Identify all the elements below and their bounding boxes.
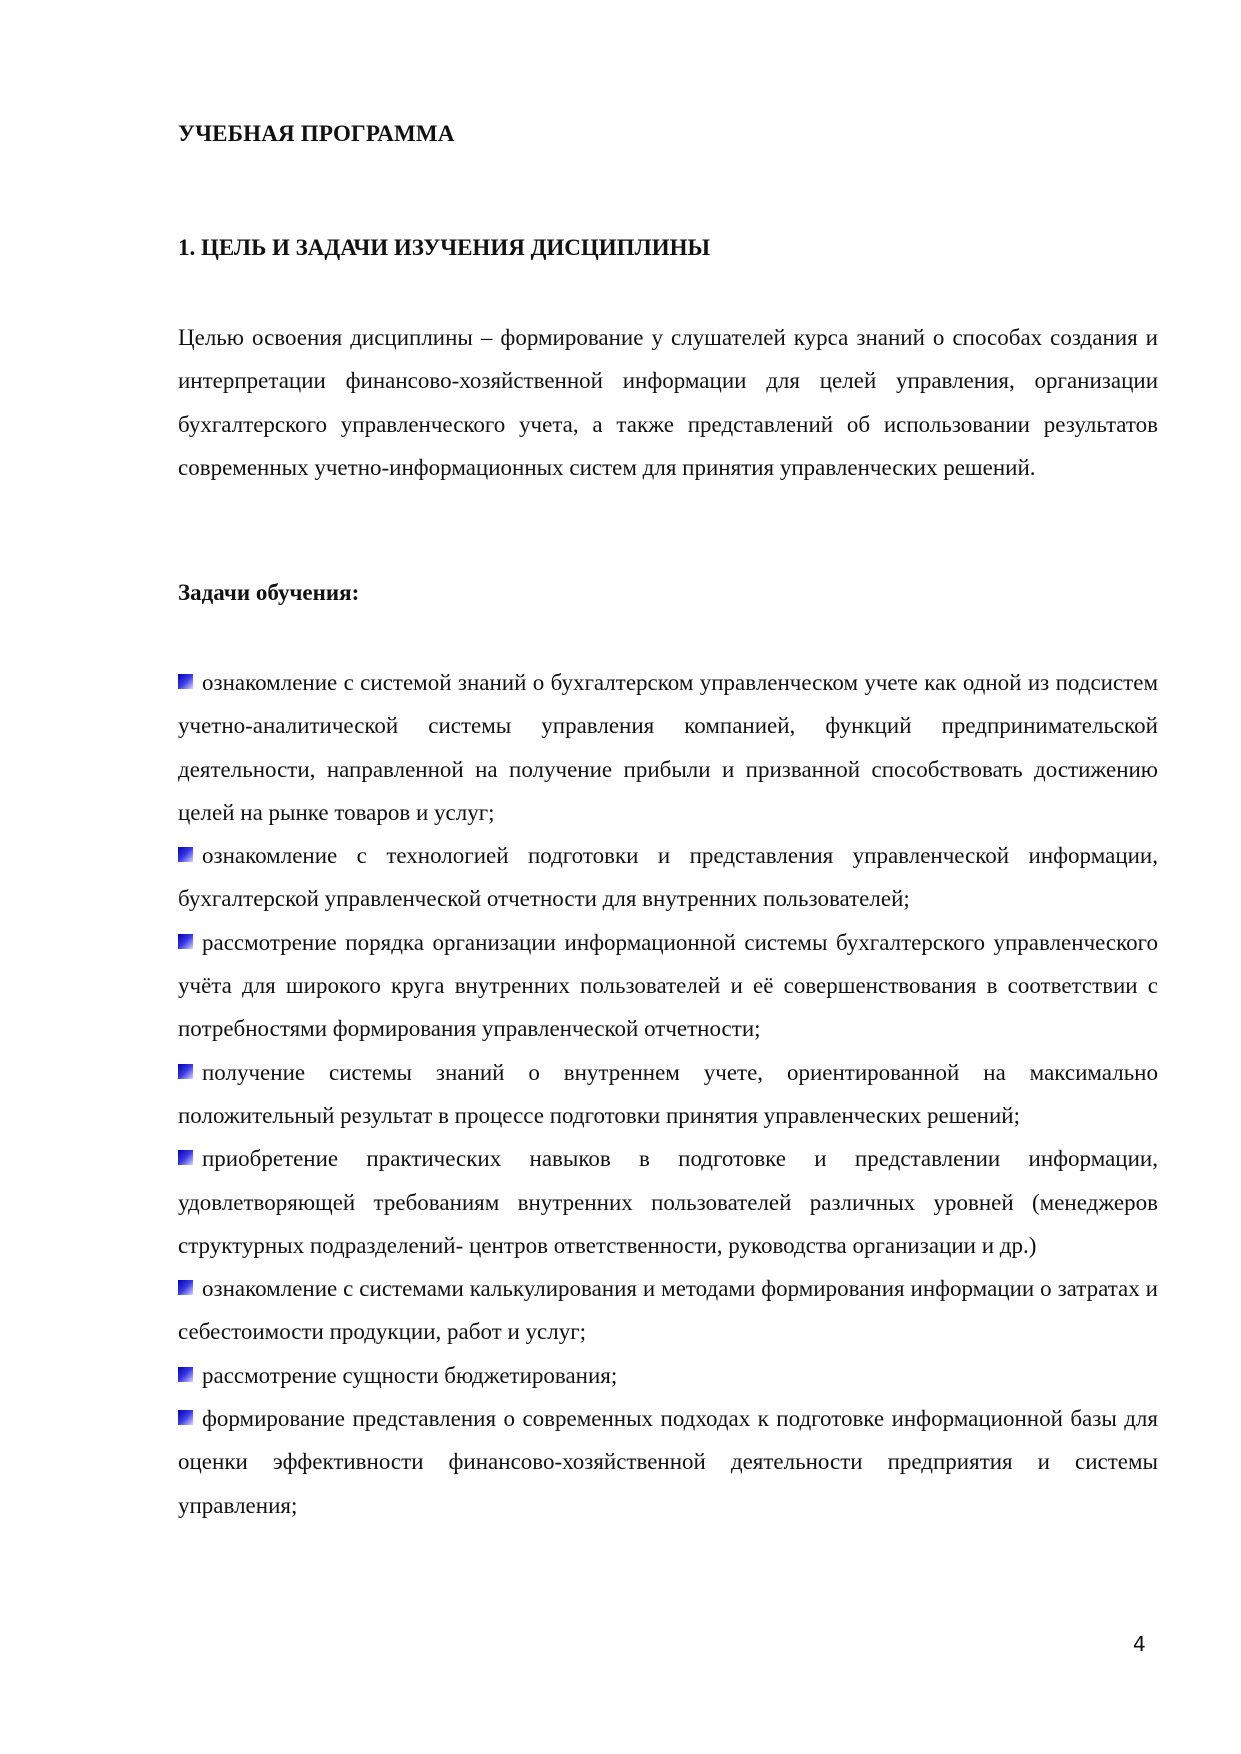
task-list xyxy=(178,661,1158,1527)
task-text: приобретение практических навыков в подготовке и представлении информации, удовлетворяющей требованиям внутренних пользователей различных уровней (менеджеров структурных подразделений- центров ответственности, руководства организации и др.) xyxy=(178,1146,1158,1258)
task-item xyxy=(178,1397,1158,1527)
square-bullet-icon xyxy=(178,1367,193,1382)
task-text: получение системы знаний о внутреннем учете, ориентированной на максимально положительный результат в процессе подготовки принятия управленческих решений; xyxy=(178,1059,1158,1128)
task-item xyxy=(178,1137,1158,1267)
square-bullet-icon xyxy=(178,674,193,689)
square-bullet-icon xyxy=(178,1280,193,1295)
task-text: ознакомление с системами калькулирования и методами формирования информации о затратах и себестоимости продукции, работ и услуг; xyxy=(178,1276,1158,1345)
task-text: ознакомление с системой знаний о бухгалтерском управленческом учете как одной из подсистем учетно-аналитической системы управления компанией, функций предпринимательской деятельности, направленной на получение прибыли и призванной способствовать достижению целей на рынке товаров и услуг; xyxy=(178,670,1158,825)
section-heading: 1. ЦЕЛЬ И ЗАДАЧИ ИЗУЧЕНИЯ ДИСЦИПЛИНЫ xyxy=(178,235,711,260)
tasks-heading: Задачи обучения: xyxy=(178,580,360,605)
task-item xyxy=(178,1354,1158,1397)
task-item xyxy=(178,661,1158,834)
task-text: формирование представления о современных подходах к подготовке информационной базы для оценки эффективности финансово-хозяйственной деятельности предприятия и системы управления; xyxy=(178,1406,1158,1518)
intro-paragraph: Целью освоения дисциплины – формирование у слушателей курса знаний о способах создания и интерпретации финансово-хозяйственной информации для целей управления, организации бухгалтерского управленческого учета, а также представлений об использовании результатов современных учетно-информационных систем для принятия управленческих решений. xyxy=(178,325,1158,480)
square-bullet-icon xyxy=(178,1150,193,1165)
square-bullet-icon xyxy=(178,847,193,862)
task-item xyxy=(178,921,1158,1051)
task-item xyxy=(178,1267,1158,1354)
square-bullet-icon xyxy=(178,1410,193,1425)
task-text: рассмотрение порядка организации информационной системы бухгалтерского управленческого учёта для широкого круга внутренних пользователей и её совершенствования в соответствии с потребностями формирования управленческой отчетности; xyxy=(178,929,1158,1042)
task-item xyxy=(178,1051,1158,1138)
square-bullet-icon xyxy=(178,934,193,949)
page-number: 4 xyxy=(1133,1632,1146,1656)
task-item xyxy=(178,834,1158,921)
square-bullet-icon xyxy=(178,1064,193,1079)
document-title: УЧЕБНАЯ ПРОГРАММА xyxy=(178,121,455,146)
task-text: рассмотрение сущности бюджетирования; xyxy=(202,1362,618,1388)
task-text: ознакомление с технологией подготовки и представления управленческой информации, бухгалтерской управленческой отчетности для внутренних пользователей; xyxy=(178,843,1158,912)
